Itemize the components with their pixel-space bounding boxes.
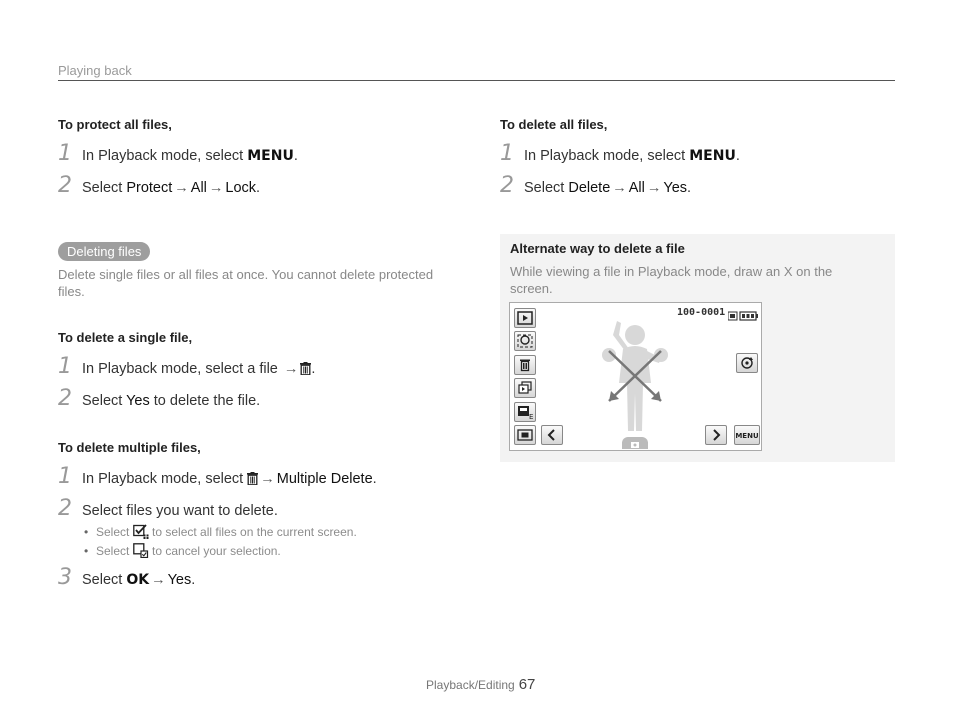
svg-text:E: E [529, 413, 534, 421]
menu-icon [734, 425, 760, 445]
camera-mode-tab [622, 437, 648, 449]
step-end: . [735, 148, 740, 164]
footer-section: Playback/Editing [426, 678, 515, 692]
rotate-icon [736, 353, 758, 373]
page-number: 67 [518, 676, 536, 693]
bullet-text: Select [96, 544, 133, 558]
edit-icon [514, 402, 536, 422]
option-lock: Lock [225, 180, 257, 196]
running-header: Playing back [58, 63, 132, 78]
step-text: Select [82, 180, 127, 196]
tip-title: Alternate way to delete a file [510, 241, 685, 256]
arrow-icon: → [260, 471, 275, 487]
step-number: 1 [58, 464, 72, 489]
battery-icon [728, 308, 758, 326]
step-text: Select [82, 393, 127, 409]
ok-button-glyph: OK [126, 572, 150, 588]
single-step-2 [58, 386, 261, 411]
select-all-icon [133, 525, 149, 539]
step-number: 3 [58, 565, 72, 590]
arrow-icon: → [646, 180, 662, 196]
single-delete-heading: To delete a single file, [58, 330, 193, 345]
step-number: 1 [500, 141, 514, 166]
arrow-icon: → [283, 361, 299, 377]
option-yes: Yes [126, 393, 150, 409]
step-text: In Playback mode, select a file [82, 361, 282, 377]
arrow-icon: → [612, 180, 627, 196]
step-end: . [372, 471, 377, 487]
step-text: In Playback mode, select [524, 148, 690, 164]
step-text: Select [524, 180, 569, 196]
bullet-cancel: • Select to cancel your selection. [84, 544, 281, 558]
deselect-icon [133, 544, 149, 558]
section-title-pill: Deleting files [58, 242, 150, 261]
step-number: 1 [58, 141, 72, 166]
step-number: 2 [58, 496, 72, 521]
step-text-tail: to delete the file. [149, 393, 261, 409]
single-step-1 [58, 354, 316, 379]
multiple-step-1 [58, 464, 377, 489]
option-all: All [628, 180, 645, 196]
camera-screen-illustration [509, 302, 762, 451]
multiple-delete-heading: To delete multiple files, [58, 440, 201, 455]
previous-arrow-icon [541, 425, 563, 445]
step-end: . [293, 148, 298, 164]
arrow-icon: → [208, 180, 224, 196]
step-text: In Playback mode, select [82, 148, 248, 164]
face-recognition-icon [514, 331, 536, 351]
protect-step-1 [58, 141, 298, 166]
tip-box [500, 234, 895, 462]
bullet-text: to cancel your selection. [148, 544, 281, 558]
arrow-icon: → [174, 180, 189, 196]
next-arrow-icon [705, 425, 727, 445]
slideshow-icon [514, 378, 536, 398]
multiple-step-2 [58, 496, 278, 521]
bullet-text: Select [96, 525, 133, 539]
option-delete: Delete [568, 180, 611, 196]
option-protect: Protect [126, 180, 173, 196]
protect-all-heading: To protect all files, [58, 117, 172, 132]
menu-button-glyph: MENU [247, 148, 294, 164]
bullet-select-all: • Select to select all files on the current screen. [84, 525, 357, 539]
bullet-text: to select all files on the current screen. [148, 525, 357, 539]
trash-icon [300, 362, 311, 379]
step-end: . [256, 180, 261, 196]
menu-icon-label: MENU [735, 432, 759, 440]
step-number: 2 [58, 173, 72, 198]
trash-icon [247, 472, 258, 489]
arrow-icon: → [151, 572, 166, 588]
tip-text: While viewing a file in Playback mode, draw an X on the screen. [510, 264, 833, 296]
option-yes: Yes [663, 180, 688, 196]
playback-mode-icon [514, 308, 536, 328]
step-number: 2 [500, 173, 514, 198]
person-silhouette-illustration [595, 313, 675, 443]
step-number: 1 [58, 354, 72, 379]
trash-icon [514, 355, 536, 375]
step-text: Select files you want to delete. [82, 503, 278, 519]
step-end: . [191, 572, 196, 588]
multiple-step-3 [58, 565, 196, 590]
step-text: Select [82, 572, 127, 588]
delete-all-step-2 [500, 173, 692, 198]
menu-button-glyph: MENU [689, 148, 736, 164]
step-end: . [311, 361, 316, 377]
file-counter: 100-0001 [677, 307, 726, 318]
delete-all-heading: To delete all files, [500, 117, 608, 132]
step-number: 2 [58, 386, 72, 411]
display-mode-icon [514, 425, 536, 445]
page-footer [426, 676, 535, 693]
header-rule [58, 80, 895, 81]
step-end: . [687, 180, 692, 196]
option-yes: Yes [167, 572, 192, 588]
option-all: All [190, 180, 207, 196]
step-text: In Playback mode, select [82, 471, 248, 487]
delete-all-step-1 [500, 141, 740, 166]
protect-step-2 [58, 173, 261, 198]
section-description: Delete single files or all files at once. You cannot delete protected files. [58, 267, 434, 299]
option-multiple-delete: Multiple Delete [276, 471, 373, 487]
